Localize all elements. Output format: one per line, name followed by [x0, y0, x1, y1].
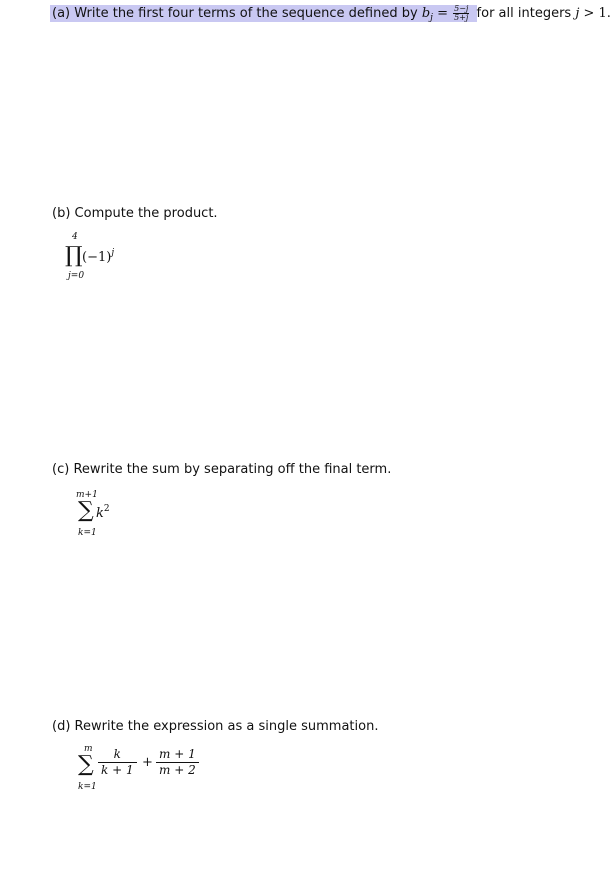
question-c-label: (c): [52, 462, 70, 477]
frac2-denominator: m + 2: [159, 763, 196, 777]
sum-c-upper-limit: m+1: [76, 490, 98, 500]
sequence-fraction: [453, 5, 469, 22]
fraction-numerator: 5−j: [454, 4, 469, 13]
fraction-denominator: 5+j: [454, 13, 469, 22]
question-d-label: (d): [52, 719, 71, 734]
question-d-prompt: Rewrite the expression as a single summation.: [74, 719, 379, 734]
question-c: [52, 462, 391, 477]
question-a-prompt: Write the first four terms of the sequence defined by: [74, 6, 418, 21]
question-a: [50, 4, 611, 24]
product-operator: ∏: [65, 243, 83, 268]
sum-d-operator: ∑: [78, 752, 94, 777]
sum-d-lower-limit: k=1: [78, 782, 97, 792]
question-b-label: (b): [52, 206, 71, 221]
sum-expression-c: [76, 490, 196, 540]
question-c-prompt: Rewrite the sum by separating off the final term.: [73, 462, 392, 477]
sum-d-upper-limit: m: [84, 744, 93, 754]
condition-variable: j: [575, 6, 580, 21]
fraction-k-over-k-plus-1: [98, 747, 137, 778]
frac1-numerator: k: [98, 747, 137, 763]
sum-c-lower-limit: k=1: [78, 528, 97, 538]
frac1-denominator: k + 1: [101, 763, 134, 777]
highlighted-question-a: [50, 5, 477, 22]
plus-sign: +: [142, 755, 153, 770]
fraction-m-plus-1-over-m-plus-2: [156, 747, 199, 778]
sum-expression-d: [76, 744, 236, 794]
sequence-variable: $b_j$: [421, 6, 433, 23]
question-b: [52, 206, 218, 221]
question-d: [52, 719, 378, 734]
sum-c-operator: ∑: [78, 498, 94, 523]
frac2-numerator: m + 1: [156, 747, 199, 763]
question-b-prompt: Compute the product.: [74, 206, 218, 221]
question-a-label: (a): [52, 6, 71, 21]
product-lower-limit: j=0: [68, 271, 85, 281]
sum-c-body: $k^2$: [96, 504, 110, 521]
product-upper-limit: 4: [72, 232, 78, 242]
condition-text: for all integers: [476, 6, 572, 21]
equals-sign: =: [437, 6, 448, 21]
condition-relation: > 1.: [583, 6, 611, 21]
product-expression: [64, 232, 184, 282]
product-body: $(-1)^j$: [82, 248, 115, 265]
